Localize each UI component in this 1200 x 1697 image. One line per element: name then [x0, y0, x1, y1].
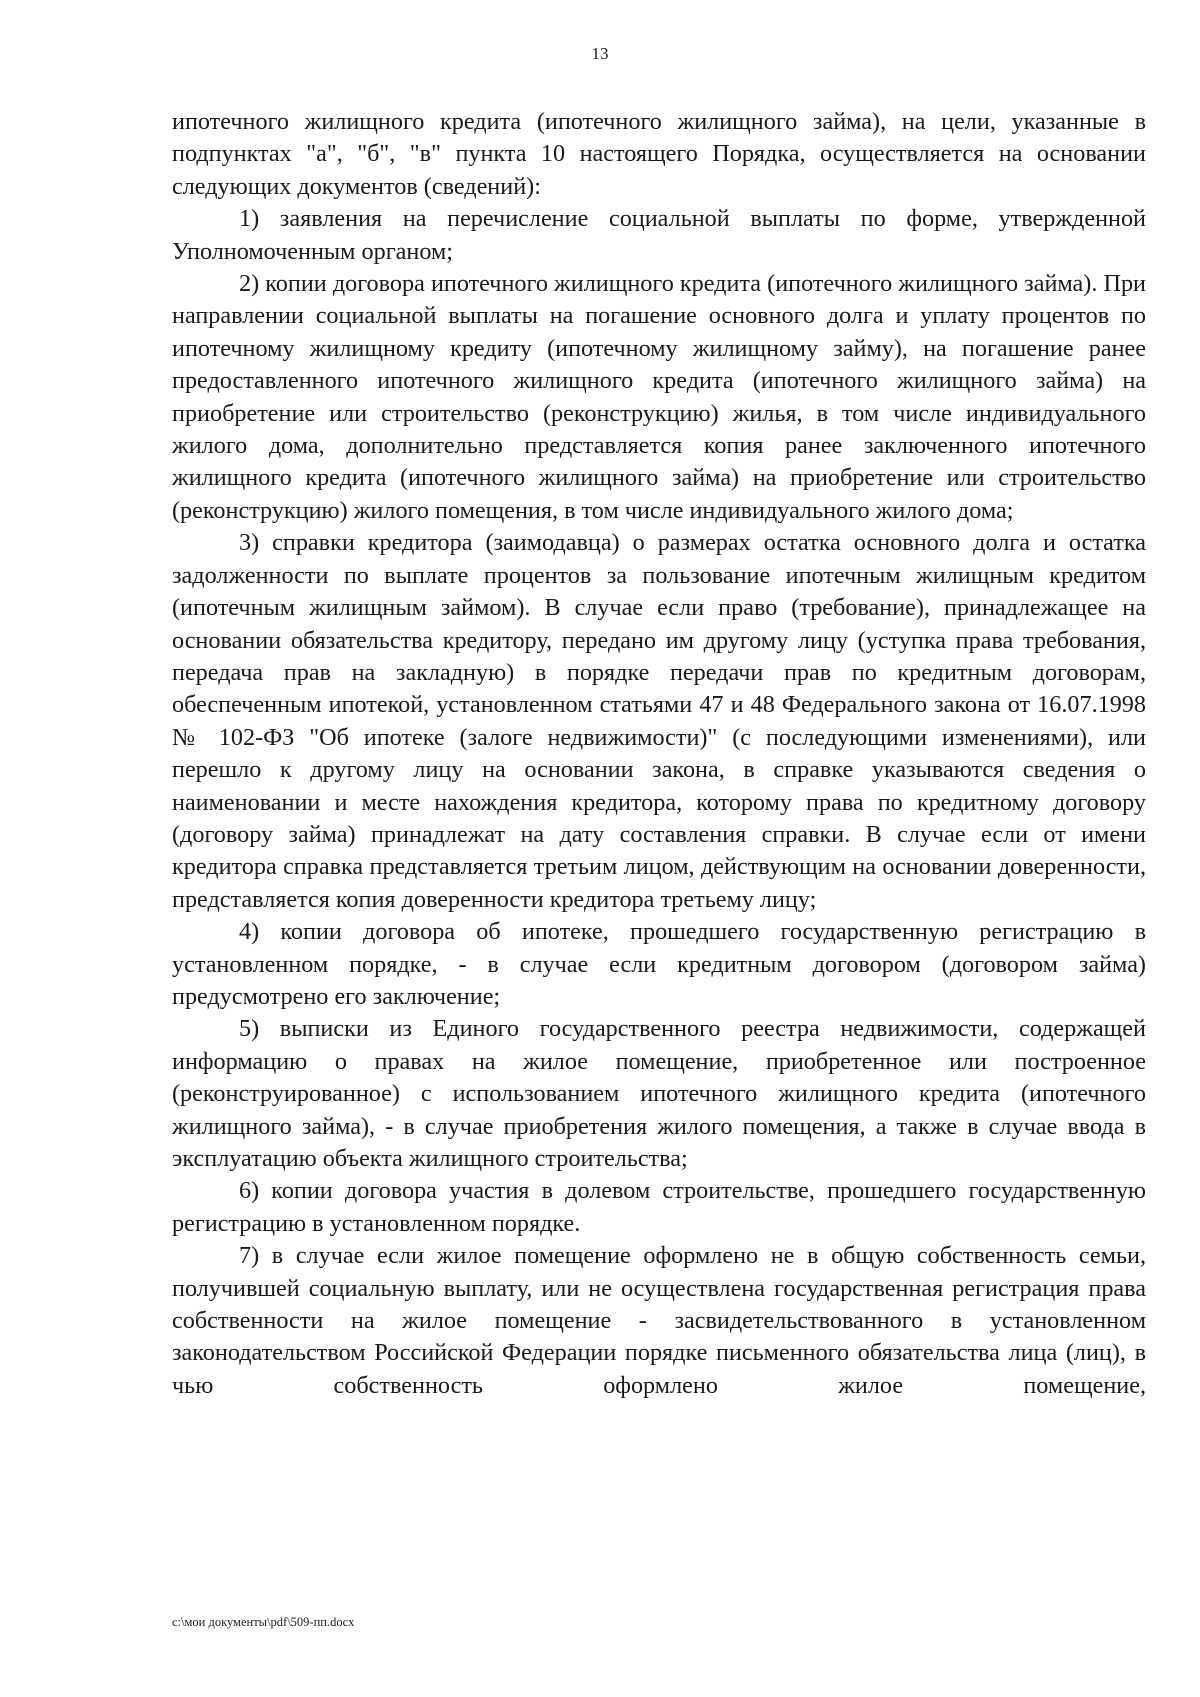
page-number: 13 [591, 44, 609, 63]
list-item-3: 3) справки кредитора (заимодавца) о размерах остатка основного долга и остатка задолженности по выплате процентов за пользование ипотечным жилищным кредитом (ипотечным жилищным займом). В случае если право (требование), принадлежащее на основании обязательства кредитору, передано им другому лицу (уступка права требования, передача прав на закладную) в порядке передачи прав по кредитным договорам, обеспеченным ипотекой, установленном статьями 47 и 48 Федерального закона от 16.07.1998 № 102-ФЗ "Об ипотеке (залоге недвижимости)" (с последующими изменениями), или перешло к другому лицу на основании закона, в справке указываются сведения о наименовании и месте нахождения кредитора, которому права по кредитному договору (договору займа) принадлежат на дату составления справки. В случае если от имени кредитора справка представляется третьим лицом, действующим на основании доверенности, представляется копия доверенности кредитора третьему лицу; [172, 529, 1146, 913]
list-item-6: 6) копии договора участия в долевом строительстве, прошедшего государственную регистрацию в установленном порядке. [172, 1177, 1146, 1237]
footer-file-path: c:\мои документы\pdf\509-пп.docx [172, 1615, 355, 1629]
list-item-1: 1) заявления на перечисление социальной выплаты по форме, утвержденной Уполномоченным органом; [172, 205, 1146, 265]
list-item-7: 7) в случае если жилое помещение оформлено не в общую собственность семьи, получившей социальную выплату, или не осуществлена государственная регистрация права собственности на жилое помещение - засвидетельствованного в установленном законодательством Российской Федерации порядке письменного обязательства лица (лиц), в чью собственность оформлено жилое помещение, [172, 1242, 1146, 1399]
paragraph-continuation: ипотечного жилищного кредита (ипотечного жилищного займа), на цели, указанные в подпунктах "а", "б", "в" пункта 10 настоящего Порядка, осуществляется на основании следующих документов (сведений): [172, 108, 1146, 200]
document-body [172, 106, 1146, 1402]
list-item-5: 5) выписки из Единого государственного реестра недвижимости, содержащей информацию о правах на жилое помещение, приобретенное или построенное (реконструированное) с использованием ипотечного жилищного кредита (ипотечного жилищного займа), - в случае приобретения жилого помещения, а также в случае ввода в эксплуатацию объекта жилищного строительства; [172, 1015, 1146, 1172]
list-item-4: 4) копии договора об ипотеке, прошедшего государственную регистрацию в установленном порядке, - в случае если кредитным договором (договором займа) предусмотрено его заключение; [172, 918, 1146, 1010]
list-item-2: 2) копии договора ипотечного жилищного кредита (ипотечного жилищного займа). При направлении социальной выплаты на погашение основного долга и уплату процентов по ипотечному жилищному кредиту (ипотечному жилищному займу), на погашение ранее предоставленного ипотечного жилищного кредита (ипотечного жилищного займа) на приобретение или строительство (реконструкцию) жилья, в том числе индивидуального жилого дома, дополнительно представляется копия ранее заключенного ипотечного жилищного кредита (ипотечного жилищного займа) на приобретение или строительство (реконструкцию) жилого помещения, в том числе индивидуального жилого дома; [172, 270, 1146, 524]
